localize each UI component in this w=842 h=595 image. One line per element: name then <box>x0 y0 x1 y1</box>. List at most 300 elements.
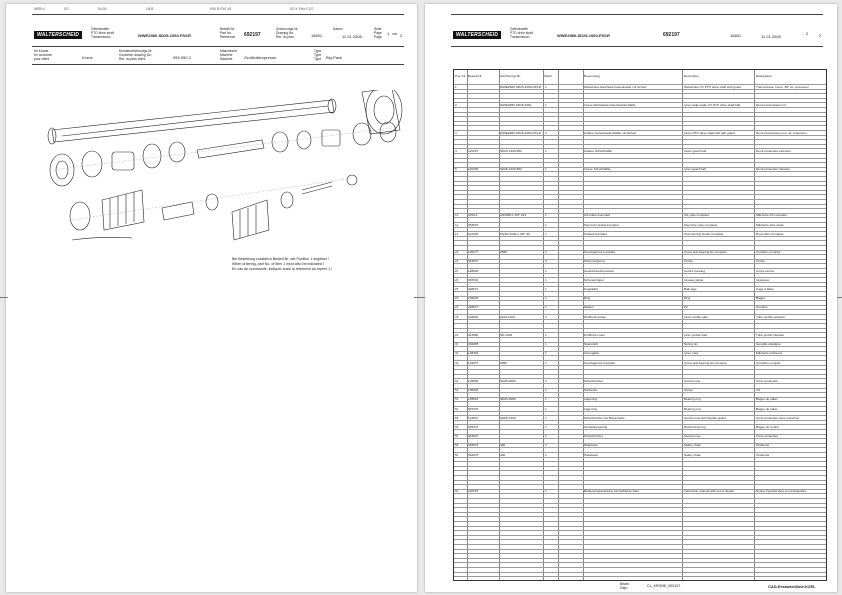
table-row-divider <box>454 254 826 255</box>
table-cell: Demi-transmission ext. av. protecteur <box>756 130 808 135</box>
table-cell: Circlip <box>756 259 765 264</box>
table-row-divider <box>454 93 826 94</box>
table-row-divider <box>454 434 826 435</box>
table-cell: 27 <box>455 305 459 310</box>
exploded-parts-drawing <box>32 90 412 250</box>
table-cell: Tube profilé intérieur <box>756 332 785 337</box>
table-row-divider <box>454 116 826 117</box>
table-cell: Demi-protecteur extérieur <box>756 148 792 153</box>
table-cell: Pin <box>684 305 689 310</box>
table-cell: 12 <box>455 222 459 227</box>
table-row-divider <box>454 360 826 361</box>
column-header: Pos.-Nr. <box>455 74 467 78</box>
table-cell: 30 <box>455 342 459 347</box>
table-row-divider <box>454 576 826 577</box>
order-number: 692197 <box>244 32 261 38</box>
table-row-divider <box>454 135 826 136</box>
table-cell: 387001 <box>468 277 479 282</box>
table-cell: Cône protecteur <box>756 434 779 439</box>
table-row-divider <box>454 562 826 563</box>
table-cell: Profilrohr innen <box>584 332 605 337</box>
table-cell: 1 <box>545 130 547 135</box>
table-row-divider <box>454 98 826 99</box>
table-row-divider <box>454 378 826 379</box>
table-cell: 1 <box>545 268 547 273</box>
table-cell: 1 <box>545 434 547 439</box>
table-cell: Cross and bearing kit complete <box>684 360 727 365</box>
table-row-divider <box>454 374 826 375</box>
table-cell: Cross and bearing kit complete <box>684 250 727 255</box>
strip-item: WEB.H <box>34 7 45 11</box>
table-row-divider <box>454 102 826 103</box>
strip-item: K55 B-F5/1 45 <box>210 7 232 11</box>
table-cell: 21 <box>455 250 459 255</box>
table-cell: Goupille élastique <box>756 342 781 347</box>
table-cell: Grease nipple <box>684 277 704 282</box>
table-cell: Zapfen <box>584 305 594 310</box>
table-cell: SD-1000 <box>500 332 513 337</box>
parts-list-sheet-page-2 <box>425 4 837 592</box>
table-row-divider <box>454 286 826 287</box>
table-cell: 362074 <box>468 443 479 448</box>
table-cell: Reinforcing ring <box>684 424 706 429</box>
table-row-divider <box>454 121 826 122</box>
table-cell: 125516 <box>468 397 479 402</box>
table-cell: Outer profile tube <box>684 314 708 319</box>
strip-item: 54-55 <box>98 7 107 11</box>
table-row-divider <box>454 167 826 168</box>
table-row-divider <box>454 498 826 499</box>
table-row-divider <box>454 282 826 283</box>
table-cell: Spring pin <box>684 342 698 347</box>
table-row-divider <box>454 332 826 333</box>
table-cell: 1153-4 <box>468 213 478 218</box>
table-row-divider <box>454 530 826 531</box>
table-row-divider <box>454 342 826 343</box>
table-cell: SD25-1400 <box>500 415 516 420</box>
table-cell: 1 <box>545 388 547 393</box>
table-row-divider <box>454 245 826 246</box>
table-row-divider <box>454 355 826 356</box>
order-note-de: Bei Bestellung zusätzlich Bestell-Nr. der Position 1 angeben ! <box>232 257 330 261</box>
table-row-divider <box>454 401 826 402</box>
table-row-divider <box>454 125 826 126</box>
table-cell: Weitwinkel CV PTO drive shaft with guard <box>684 84 742 89</box>
table-row-divider <box>454 493 826 494</box>
table-row-divider <box>454 369 826 370</box>
page-total: 2 <box>400 33 403 38</box>
table-row-divider <box>454 84 826 85</box>
date-label: Datum <box>333 27 343 31</box>
table-row-divider <box>454 365 826 366</box>
table-cell: Demi-transmission int. <box>756 102 787 107</box>
table-cell: 124847 <box>468 415 479 420</box>
table-cell: 345474 <box>468 424 479 429</box>
parts-table <box>453 69 827 581</box>
table-cell: Innere Weitwinkel-Gelenkwellenhälfte <box>584 102 636 107</box>
table-row-divider <box>454 516 826 517</box>
page-number: 1 <box>387 31 390 36</box>
table-cell: Croisillon complet <box>756 360 781 365</box>
table-cell: Weitwinkel-Gleichlauf-Gelenkwelle mit Schutz <box>584 84 647 89</box>
table-row-divider <box>454 351 826 352</box>
footer-small: Bearb. <box>620 582 630 586</box>
table-cell: 59 <box>455 452 459 457</box>
type-label: Gelenkwelle <box>510 27 528 31</box>
table-cell: Cône protecteur <box>756 378 779 383</box>
table-cell: Bague <box>756 296 765 301</box>
table-row-divider <box>454 296 826 297</box>
table-cell: Lagerring <box>584 397 598 402</box>
table-cell: 1 <box>545 277 547 282</box>
table-row-divider <box>454 388 826 389</box>
table-cell: WWE2580-SD25-1060-F5/1R <box>500 84 541 89</box>
table-row-divider <box>454 429 826 430</box>
table-row-divider <box>454 470 826 471</box>
order-label: Bestell-Nr. <box>220 27 236 31</box>
page-number: 2 <box>806 31 809 36</box>
strip-item: SO <box>64 7 69 11</box>
table-row-divider <box>454 443 826 444</box>
table-cell: 32 <box>455 360 459 365</box>
table-cell: Outer guard half <box>684 148 707 153</box>
machine-label: Maschinent <box>220 49 237 53</box>
column-header: Description <box>684 74 700 78</box>
table-cell: Graisseur <box>756 277 770 282</box>
table-cell: 2 <box>455 102 457 107</box>
table-row-divider <box>454 199 826 200</box>
table-cell: F5/1R-2100-1 3/8" Z6 <box>500 231 530 236</box>
table-cell: 1 <box>545 222 547 227</box>
table-row-divider <box>454 484 826 485</box>
table-cell: 328077 <box>468 305 479 310</box>
table-row-divider <box>454 323 826 324</box>
table-cell: Kreuzgarnitur komplett <box>584 250 616 255</box>
table-cell: Overrunning clutch complete <box>684 231 724 236</box>
column-header: Désignation <box>756 74 773 78</box>
page-label: Page <box>374 31 382 35</box>
strip-item: LB-B <box>146 7 154 11</box>
table-cell: Bearing ring <box>684 406 701 411</box>
table-cell: Freilauf komplett <box>584 231 607 236</box>
table-row-divider <box>454 553 826 554</box>
strip-item: SO K Flex-F127 <box>290 7 314 11</box>
table-cell: Cage à billes <box>756 286 774 291</box>
table-cell: 135263 <box>468 388 479 393</box>
table-cell: Inner wide-angle CV PTO drive shaft half <box>684 102 741 107</box>
table-row-divider <box>454 314 826 315</box>
type-label: Type <box>314 53 322 57</box>
type-label: Transmission <box>510 35 530 39</box>
table-row-divider <box>454 346 826 347</box>
table-cell: Lagerring <box>584 406 598 411</box>
column-header: Stück <box>544 74 552 78</box>
table-cell: 313980 <box>468 332 479 337</box>
table-cell: 58 <box>455 443 459 448</box>
table-row-divider <box>454 424 826 425</box>
drawing-number: 18651 <box>730 33 742 38</box>
table-row-divider <box>454 572 826 573</box>
table-row-divider <box>454 181 826 182</box>
table-cell: 1 <box>545 397 547 402</box>
table-cell: 126277 <box>468 250 479 255</box>
table-cell: 1 <box>545 332 547 337</box>
table-row-divider <box>454 549 826 550</box>
table-cell: 104830 <box>468 314 479 319</box>
drawing-label: Ref. du plan <box>276 35 294 39</box>
table-cell: 52 <box>455 388 459 393</box>
table-row-divider <box>454 107 826 108</box>
table-cell: 4 <box>545 259 547 264</box>
table-cell: 044627 <box>468 434 479 439</box>
table-cell: 5 <box>455 167 457 172</box>
table-cell: AS-yoke complete <box>684 213 710 218</box>
type-label: Type <box>314 57 322 61</box>
order-number: 692197 <box>663 32 680 38</box>
table-cell: Schraube <box>584 388 598 393</box>
table-cell: Centre housing <box>684 268 705 273</box>
table-cell: Verstärkungsring <box>584 424 608 429</box>
table-cell: Inner guard half <box>684 167 706 172</box>
table-row-divider <box>454 503 826 504</box>
table-cell: Inner yoke <box>684 351 699 356</box>
table-cell: 28 <box>455 314 459 319</box>
table-row-divider <box>454 512 826 513</box>
table-cell: Chaînette <box>756 443 770 448</box>
table-cell: 118745 <box>468 489 479 494</box>
table-cell: 1 <box>545 406 547 411</box>
table-row-divider <box>454 240 826 241</box>
table-cell: Mâchoire AS complète <box>756 213 787 218</box>
table-cell: SD25-2080 <box>500 378 516 383</box>
table-cell: 1 <box>545 84 547 89</box>
drawing-label: Drawing No. <box>276 31 295 35</box>
table-cell: 11 <box>455 213 459 218</box>
table-row-divider <box>454 139 826 140</box>
order-label: Part No. <box>220 31 233 35</box>
table-cell: 2424-1000 <box>500 314 515 319</box>
table-cell: 1 <box>545 342 547 347</box>
table-cell: Guard cone <box>684 378 701 383</box>
table-cell: 112225 <box>468 231 479 236</box>
table-cell: 24 <box>455 277 459 282</box>
table-row-divider <box>454 185 826 186</box>
table-row-divider <box>454 319 826 320</box>
table-cell: 139294 <box>468 296 479 301</box>
table-cell: Corps central <box>756 268 775 273</box>
table-row-divider <box>454 457 826 458</box>
table-row-divider <box>454 263 826 264</box>
page-label: Page <box>374 35 382 39</box>
table-cell: Notice d'emploi avec jeu d'étiquettes <box>756 489 807 494</box>
table-cell: 128004 <box>468 268 479 273</box>
table-cell: 304085 <box>468 342 479 347</box>
table-cell: 54 <box>455 406 459 411</box>
drawing-label: Zeichnungs-Nr. <box>276 27 299 31</box>
table-row-divider <box>454 521 826 522</box>
table-cell: Guard cone <box>684 434 701 439</box>
table-row-divider <box>454 397 826 398</box>
table-row-divider <box>454 259 826 260</box>
table-cell: Äußere Schutzhälfte <box>584 148 613 153</box>
table-cell: Inner profile tube <box>684 332 708 337</box>
footer-code: CL_KRONE_692197 <box>647 584 681 588</box>
table-cell: 2580 <box>500 250 507 255</box>
table-cell: 3 <box>455 130 457 135</box>
table-cell: Bague de renfort <box>756 424 780 429</box>
table-cell: 29 <box>455 332 459 337</box>
table-row-divider <box>454 392 826 393</box>
table-cell: Safety chain <box>684 452 702 457</box>
table-row-divider <box>454 507 826 508</box>
table-cell: Screw <box>684 388 693 393</box>
table-cell: 25 <box>455 286 459 291</box>
customer-drawing-label: Kundenzeichnungs-Nr. <box>119 49 153 53</box>
table-cell: Guard cone with flexible guard <box>684 415 726 420</box>
column-header: Zeichnungs-Nr. <box>500 74 521 78</box>
table-cell: 1 <box>545 489 547 494</box>
table-row-divider <box>454 411 826 412</box>
table-cell: 328072 <box>468 286 479 291</box>
table-cell: Mâchoire intérieure <box>756 351 783 356</box>
table-row-divider <box>454 190 826 191</box>
table-cell: 56 <box>455 424 459 429</box>
table-cell: 115475 <box>468 148 479 153</box>
table-row-divider <box>454 268 826 269</box>
table-cell: 1 <box>545 424 547 429</box>
table-cell: 57 <box>455 434 459 439</box>
table-row-divider <box>454 535 826 536</box>
order-note-fr: En cas de commande, indiquer aussi la référence du repère 1 ! <box>232 267 333 271</box>
table-row-divider <box>454 452 826 453</box>
table-row-divider <box>454 291 826 292</box>
table-cell: 362078 <box>468 452 479 457</box>
table-cell: Innere Schutzhälfte <box>584 167 611 172</box>
table-row-divider <box>454 222 826 223</box>
table-cell: 1 <box>545 167 547 172</box>
for-customer-label: pour client <box>34 57 50 61</box>
table-cell: SD25-2080 <box>500 397 516 402</box>
machine-type-value: Big-Pack <box>326 55 343 60</box>
table-cell: AS2580-1 3/8" Z21 <box>500 213 527 218</box>
table-cell: Tube profilé extérieur <box>756 314 786 319</box>
table-cell: WWE2580-SD25-1060 <box>500 102 532 107</box>
table-cell: Schmiernippel <box>584 277 604 282</box>
date-value: 11.01.2008 <box>342 34 362 39</box>
table-cell: 122876 <box>468 360 479 365</box>
footer-list-name: CAD-Ersatzteilliste-KZEL <box>768 584 816 589</box>
customer-value: Krone <box>82 55 93 60</box>
table-row-divider <box>454 148 826 149</box>
table-cell: Bague de palier <box>756 397 778 402</box>
table-cell: 26 <box>455 296 459 301</box>
table-cell: Ring <box>684 296 691 301</box>
table-cell: Kugelkäfig <box>584 286 599 291</box>
table-cell: Ring <box>584 296 591 301</box>
table-cell: Kreuzgarnitur komplett <box>584 360 616 365</box>
table-row-divider <box>454 383 826 384</box>
table-cell: 400 <box>500 443 506 448</box>
table-cell: 1 <box>545 213 547 218</box>
type-label: Gelenkwelle <box>91 27 109 31</box>
table-cell: 1 <box>545 314 547 319</box>
column-header: Bestell-Nr. <box>468 74 483 78</box>
table-cell: 1 <box>545 351 547 356</box>
table-cell: Schutztrichter <box>584 434 603 439</box>
table-row-divider <box>454 300 826 301</box>
table-cell: WWE2580-SD25-1060-F5/1R <box>500 130 541 135</box>
table-row-divider <box>454 194 826 195</box>
table-row-divider <box>454 89 826 90</box>
table-cell: 129506 <box>468 378 479 383</box>
table-row-divider <box>454 217 826 218</box>
table-row-divider <box>454 309 826 310</box>
table-cell: 2 <box>545 250 547 255</box>
table-cell: Mâchoire tube étoile <box>756 222 784 227</box>
table-cell: 1 <box>545 102 547 107</box>
table-cell: Instruction manual with set of decals <box>684 489 734 494</box>
table-row-divider <box>454 213 826 214</box>
table-row-divider <box>454 153 826 154</box>
table-row-divider <box>454 526 826 527</box>
table-row-divider <box>454 273 826 274</box>
table-row-divider <box>454 466 826 467</box>
table-row-divider <box>454 208 826 209</box>
table-cell: 4 <box>455 148 457 153</box>
table-row-divider <box>454 162 826 163</box>
table-row-divider <box>454 112 826 113</box>
drawing-sheet-page-1 <box>6 4 417 592</box>
table-cell: 90 <box>455 489 459 494</box>
table-row-divider <box>454 544 826 545</box>
table-cell: Bedienungsanleitung mit Aufkleber-Satz <box>584 489 639 494</box>
drawing-number: 18651 <box>311 33 323 38</box>
table-row-divider <box>454 328 826 329</box>
table-cell: Cône protecteur avec manchon <box>756 415 800 420</box>
table-cell: Croisillon complet <box>756 250 781 255</box>
table-row-divider <box>454 337 826 338</box>
table-cell: Ball cage <box>684 286 697 291</box>
table-cell: Demi-protecteur intérieur <box>756 167 791 172</box>
table-cell: Safety chain <box>684 443 702 448</box>
machine-label: Machine <box>220 57 233 61</box>
page-label: Seite <box>374 27 382 31</box>
table-cell: Gelenkzwischenstück <box>584 268 614 273</box>
fold-mark <box>0 297 8 298</box>
table-row-divider <box>454 438 826 439</box>
date-value: 11.01.2008 <box>761 34 781 39</box>
order-label: Reference <box>220 35 236 39</box>
table-cell: 1 <box>545 378 547 383</box>
table-cell: 1 <box>545 360 547 365</box>
shaft-type-value: WWE2580-SD25-1060-F5/1R <box>138 33 191 38</box>
machine-label: Machine <box>220 53 233 57</box>
type-label: PTO drive shaft <box>91 31 114 35</box>
table-row-divider <box>454 305 826 306</box>
type-label: Type <box>314 49 322 53</box>
table-cell: Haltekette <box>584 452 598 457</box>
column-header: Benennung <box>584 74 600 78</box>
table-cell: 1 <box>545 452 547 457</box>
table-cell: AS-Gabel komplett <box>584 213 610 218</box>
table-cell: 1 <box>545 415 547 420</box>
footer-small: Gepr. <box>620 586 629 590</box>
table-row-divider <box>454 567 826 568</box>
table-cell: 1 <box>545 305 547 310</box>
table-cell: 1 <box>545 286 547 291</box>
type-label: Transmission <box>91 35 111 39</box>
table-cell: Outer PTO drive shaft half with guard <box>684 130 736 135</box>
